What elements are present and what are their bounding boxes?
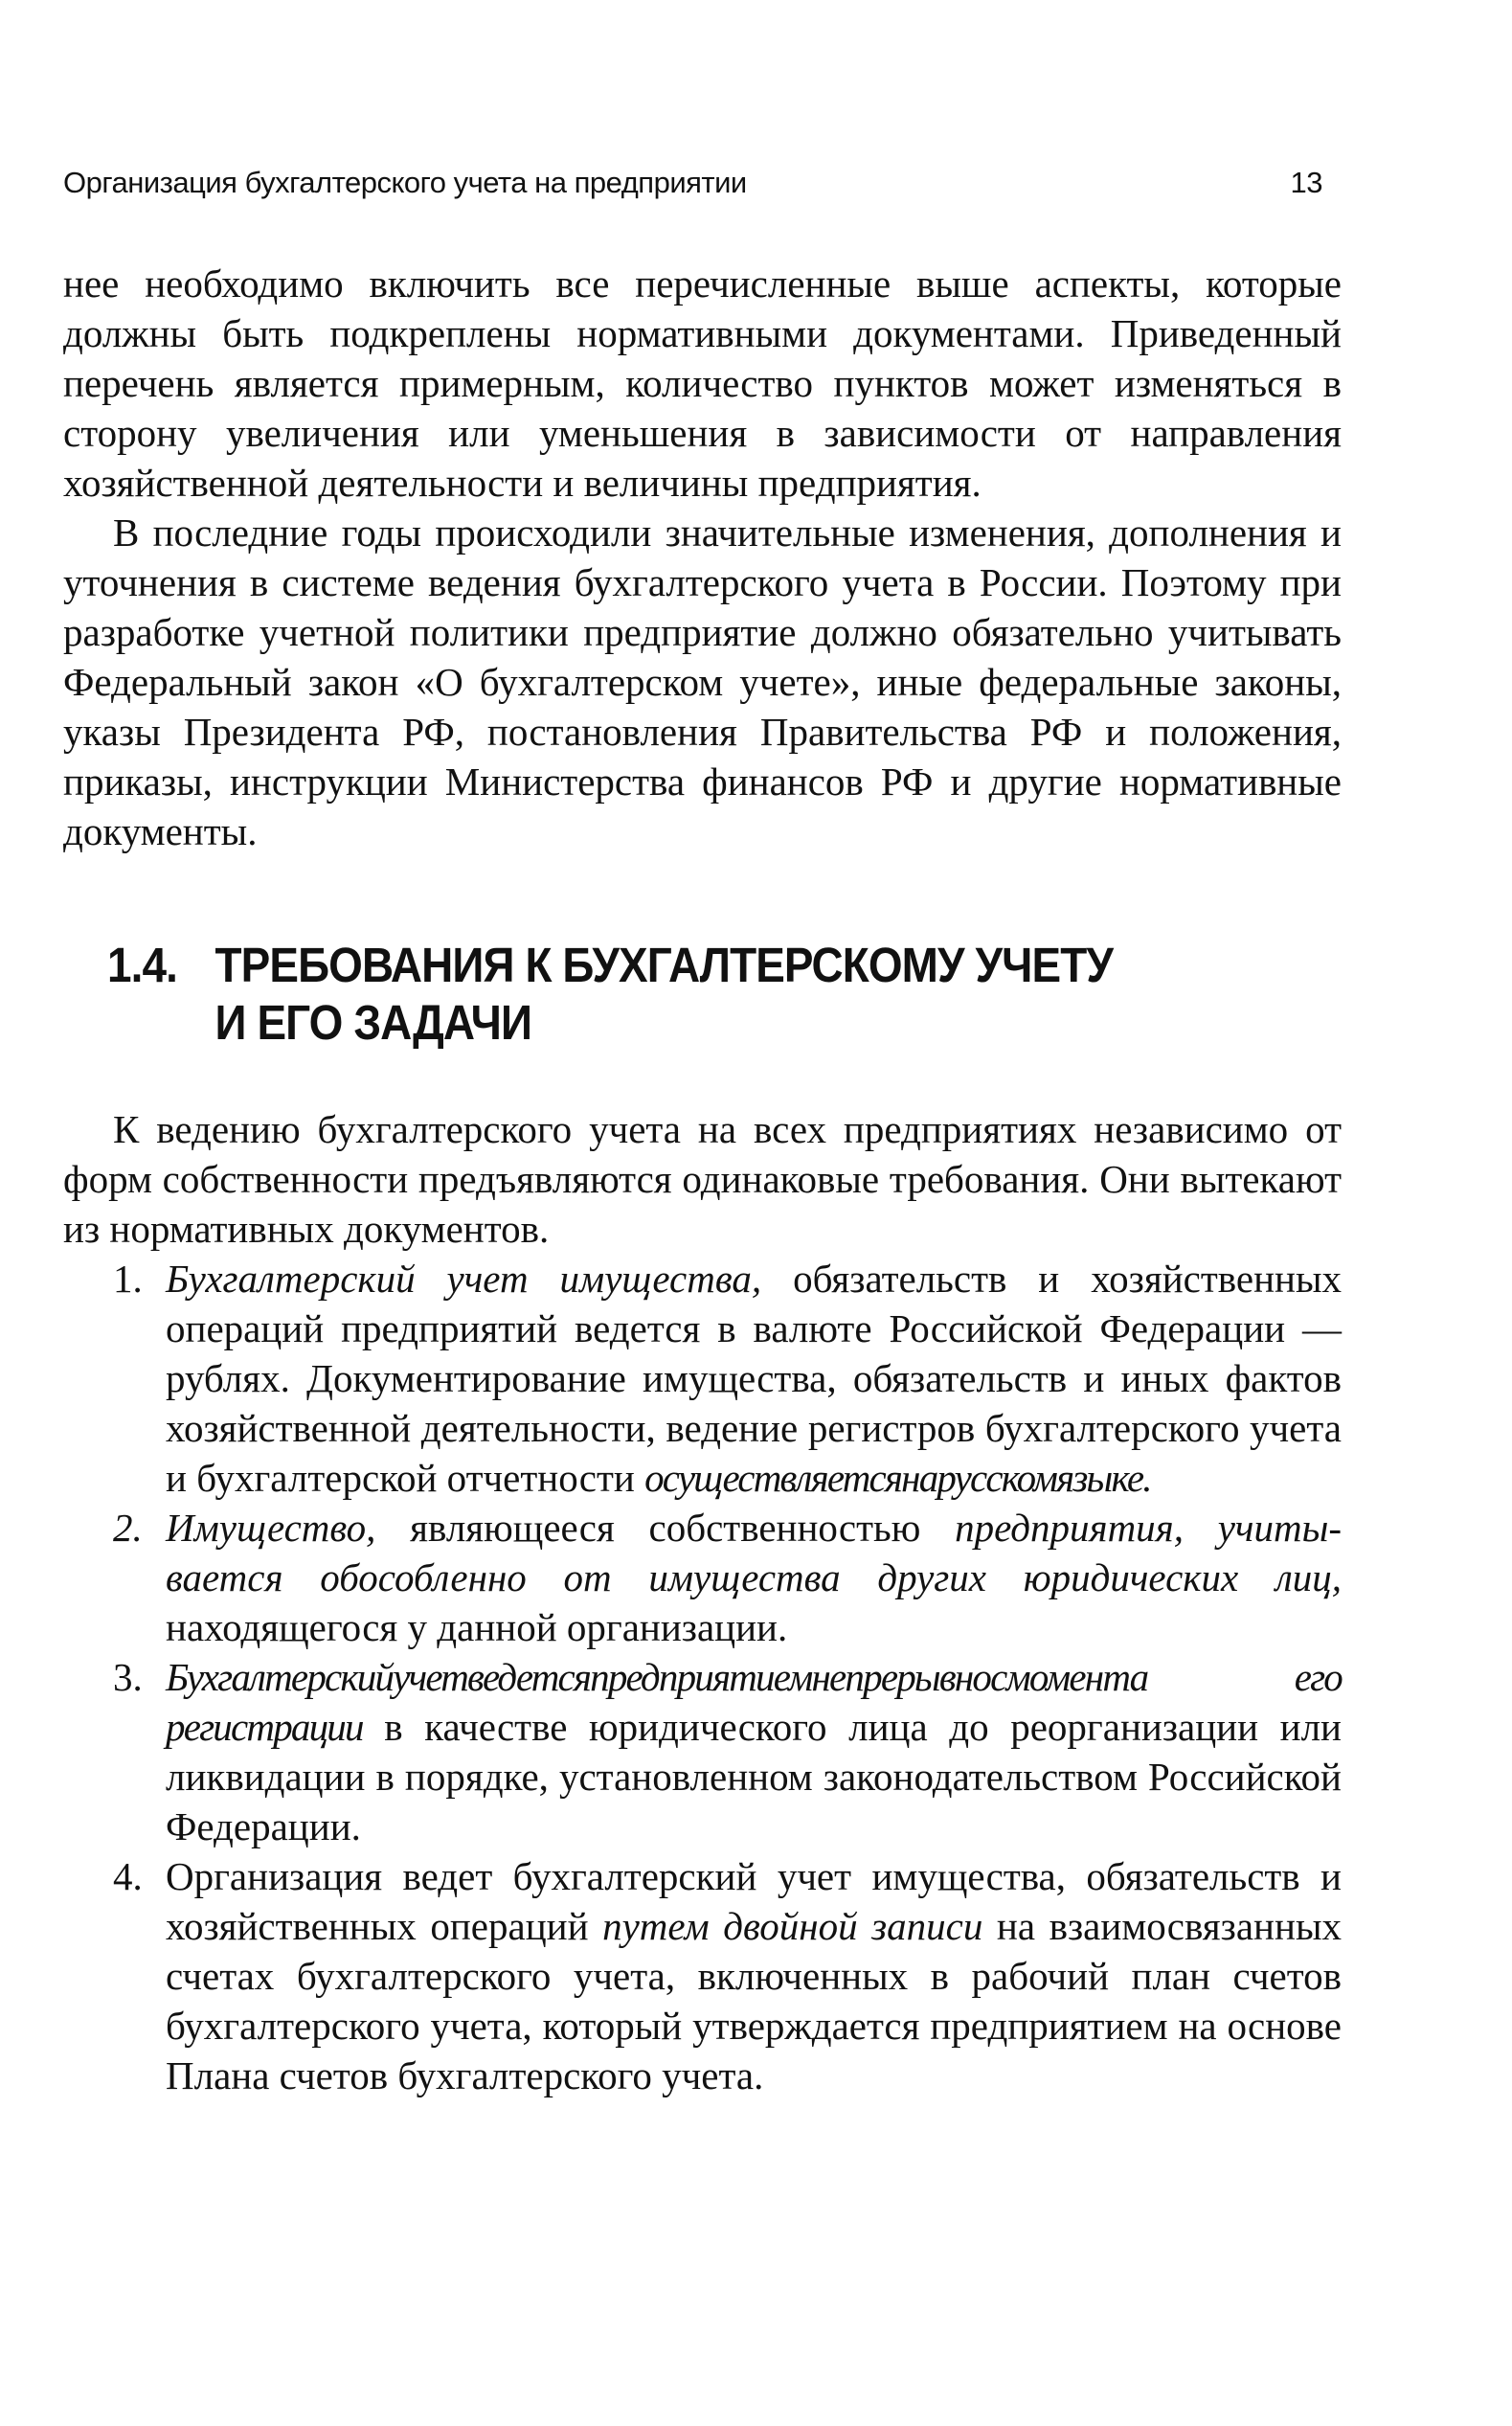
list-marker: 3.	[113, 1655, 143, 1699]
section-body	[63, 1104, 1342, 2100]
list-marker: 1.	[113, 1257, 143, 1301]
list-item-italic: Бухгалтерский учет имущества,	[166, 1257, 762, 1301]
list-item	[63, 1254, 1342, 1503]
section-title-line-1: ТРЕБОВАНИЯ К БУХГАЛТЕРСКОМУ УЧЕТУ	[214, 938, 1114, 992]
list-item-text: находящегося у данной организации.	[166, 1605, 788, 1649]
running-title: Организация бухгалтерского учета на предприятии	[63, 166, 747, 199]
list-item-text: обязательств и хозяйственных операций предприятий ведется в валюте Российской Федерации — рублях. Документирование имущества, обязательств и иных фактов хозяйственной деятельности, ведение регистров бухгалтерского учета и бухгалтерской отчетности	[166, 1257, 1343, 1500]
list-marker: 2.	[113, 1506, 143, 1550]
section-title-line-2: И ЕГО ЗАДАЧИ	[214, 995, 532, 1050]
intro-text	[63, 259, 1342, 856]
list-item-text: в качестве юридического лица до реорганизации или ликвидации в порядке, установленном законодательством Российской Федерации.	[166, 1705, 1342, 1848]
requirements-list	[63, 1254, 1342, 2100]
section-lead-paragraph: К ведению бухгалтерского учета на всех предприятиях независимо от форм собственности предъявляются одинаковые требования. Они вытекают из нормативных документов.	[63, 1107, 1342, 1251]
intro-paragraph-2: В последние годы происходили значительные изменения, дополнения и уточнения в системе ведения бухгалтерского учета в России. Поэтому при разработке учетной политики предприятие должно обязательно учитывать Федеральный закон «О бухгалтерском учете», иные федеральные законы, указы Президента РФ, постановления Правительства РФ и положения, приказы, инструкции Министерства финансов РФ и другие нормативные документы.	[63, 510, 1342, 853]
list-item-italic: осуществляетсянарусскомязыке.	[644, 1456, 1151, 1500]
list-item	[63, 1503, 1342, 1652]
list-item-text: являющееся собственностью	[375, 1506, 956, 1550]
intro-paragraph-1: нее необходимо включить все перечисленные выше аспекты, которые должны быть подкреплены нормативными документами. Приведенный перечень является примерным, количество пунктов может изменяться в сторону увеличения или уменьшения в зависимости от направления хозяйственной деятельности и величины предприятия.	[63, 261, 1342, 505]
list-item-text: Организация ведет бухгалтерский учет имущества, обязательств и хозяйственных операций	[166, 1854, 1342, 1948]
list-item	[63, 1652, 1342, 1851]
list-marker: 4.	[113, 1854, 143, 1898]
running-header	[63, 165, 1322, 201]
page-number: 13	[1290, 166, 1322, 199]
list-item-text: на взаимосвязанных счетах бухгалтерского учета, включенных в рабочий план счетов бухгалтерского учета, который утверждается предприятием на основе Плана счетов бухгалтерского учета.	[166, 1904, 1342, 2097]
list-item-italic: Имущество,	[166, 1506, 376, 1550]
list-item-italic: предприятия, учитывается обособленно от имущества других юридических лиц,	[166, 1506, 1342, 1599]
list-item-italic: Бухгалтерскийучетведетсяпредприятиемнепрерывносмомента его регистрации	[166, 1655, 1342, 1749]
section-number: 1.4.	[107, 938, 177, 992]
list-item-italic: путем двойной записи	[602, 1904, 983, 1948]
section-heading	[107, 937, 1113, 1052]
list-item	[63, 1851, 1342, 2100]
